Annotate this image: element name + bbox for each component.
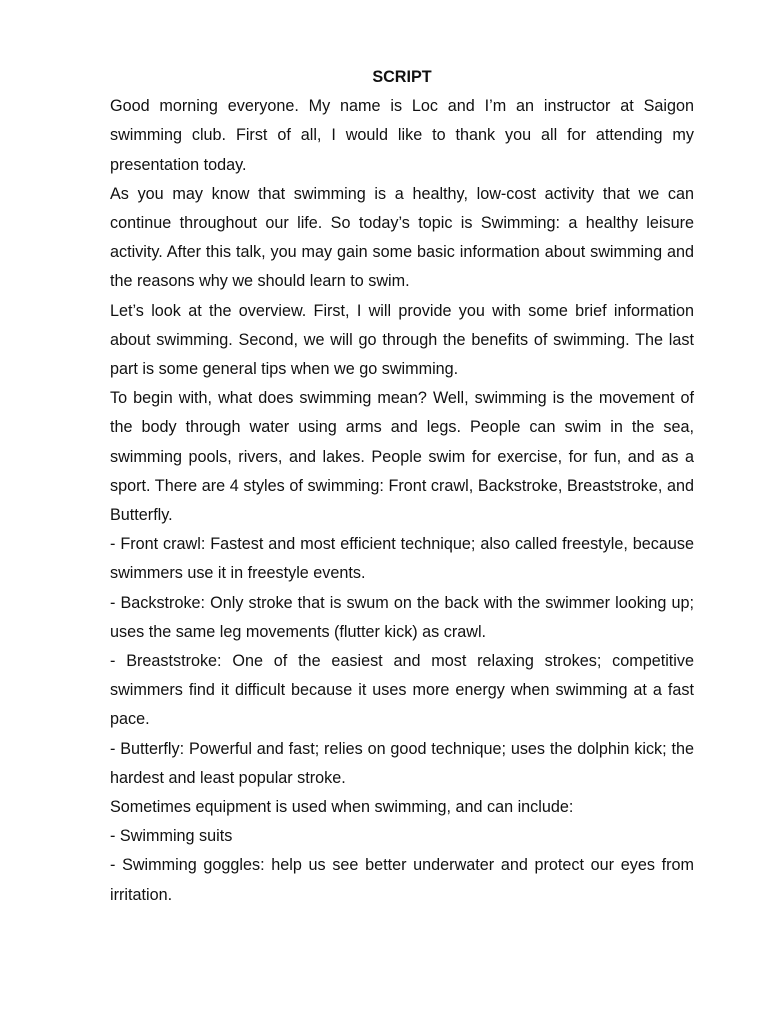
list-item-breaststroke: - Breaststroke: One of the easiest and most relaxing strokes; competitive swimmers find it difficult because it uses more energy when swimming at a fast pace. (110, 652, 694, 729)
list-item-butterfly: - Butterfly: Powerful and fast; relies on good technique; uses the dolphin kick; the hardest and least popular stroke. (110, 739, 694, 787)
list-item-swimming-goggles: - Swimming goggles: help us see better underwater and protect our eyes from irritation. (110, 856, 694, 904)
list-item-backstroke: - Backstroke: Only stroke that is swum on the back with the swimmer looking up; uses the same leg movements (flutter kick) as crawl. (110, 593, 694, 641)
paragraph-equipment: Sometimes equipment is used when swimming, and can include: (110, 798, 574, 817)
paragraph-overview: Let’s look at the overview. First, I will provide you with some brief information about swimming. Second, we will go through the benefits of swimming. The last part is some general tips when we go swimming. (110, 301, 694, 379)
paragraph-greeting: Good morning everyone. My name is Loc and I’m an instructor at Saigon swimming club. First of all, I would like to thank you all for attending my presentation today. (110, 97, 694, 174)
document-body (110, 63, 694, 910)
list-item-swimming-suits: - Swimming suits (110, 827, 233, 846)
list-item-front-crawl: - Front crawl: Fastest and most efficient technique; also called freestyle, because swimmers use it in freestyle events. (110, 535, 694, 583)
paragraph-topic: As you may know that swimming is a healthy, low-cost activity that we can continue throughout our life. So today’s topic is Swimming: a healthy leisure activity. After this talk, you may gain some basic information about swimming and the reasons why we should learn to swim. (110, 184, 694, 291)
paragraph-definition: To begin with, what does swimming mean? Well, swimming is the movement of the body through water using arms and legs. People can swim in the sea, swimming pools, rivers, and lakes. People swim for exercise, for fun, and as a sport. There are 4 styles of swimming: Front crawl, Backstroke, Breaststroke, and Butterfly. (110, 389, 694, 525)
document-title: SCRIPT (372, 68, 432, 86)
